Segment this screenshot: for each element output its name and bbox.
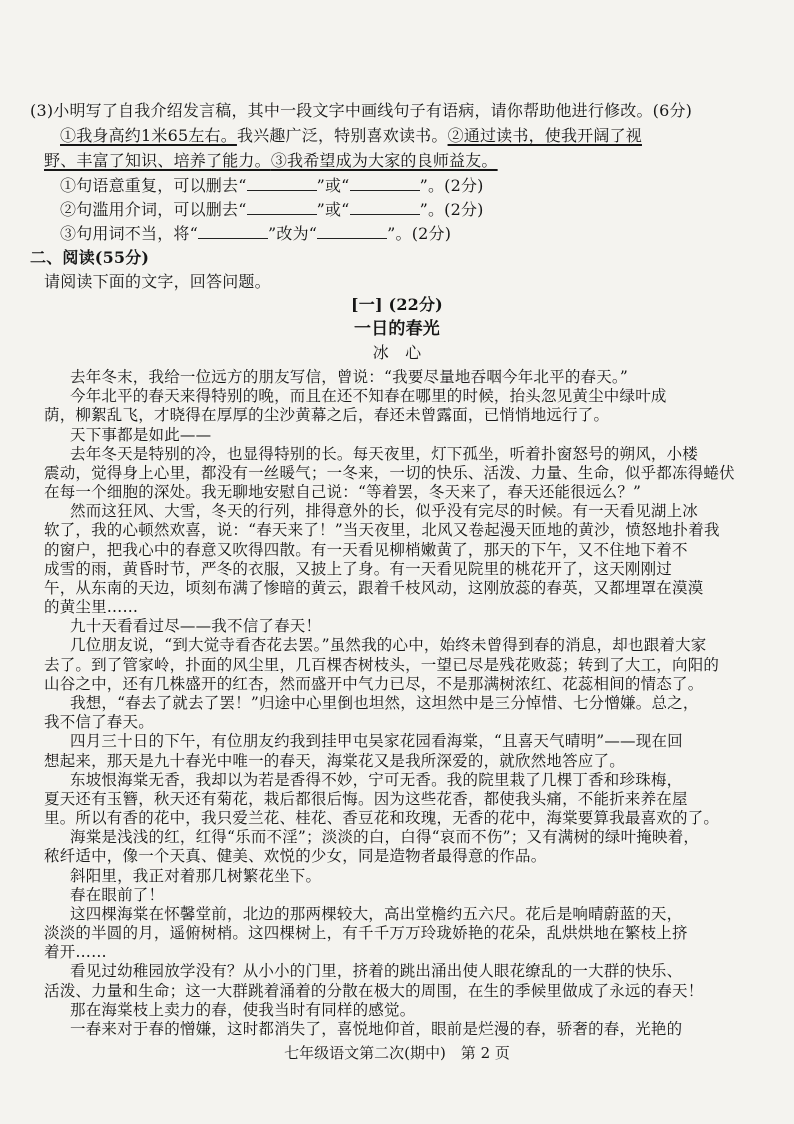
page-footer: 七年级语文第二次(期中) 第 2 页	[284, 1044, 510, 1062]
sentence-plain: 我兴趣广泛，特别喜欢读书。	[236, 126, 448, 145]
item2-text-b: ”或“	[316, 200, 350, 219]
q3-sentence-line1	[60, 125, 764, 147]
essay-line: 夏天还有玉簪，秋天还有菊花，栽后都很后悔。因为这些花香，都使我头痛，不能折来养在屋	[44, 790, 688, 808]
q3-item-2	[60, 199, 764, 221]
essay-line: 今年北平的春天来得特别的晚，而且在还不知春在哪里的时候，抬头忽见黄尘中绿叶成	[70, 387, 667, 405]
essay-line: 四月三十日的下午，有位朋友约我到挂甲屯吴家花园看海棠，“且喜天气晴明”——现在回	[70, 732, 683, 750]
essay-line: 去了。到了管家岭，扑面的风尘里，几百棵杏树枝头，一望已尽是残花败蕊；转到了大工，向阳的	[44, 656, 720, 674]
sentence-3: ③我希望成为大家的良师益友。	[270, 151, 498, 170]
essay-title: 一日的春光	[354, 319, 440, 339]
q3-item-3	[60, 223, 764, 245]
item2-text-c: ”。(2分)	[419, 200, 484, 219]
essay-line: 天下事都是如此——	[70, 426, 212, 444]
essay-line: 想起来，那天是九十春光中唯一的春天，海棠花又是我所深爱的，就欣然地答应了。	[44, 752, 625, 770]
essay-line: 午，从东南的天边，顷刻布满了惨暗的黄云，跟着千枝风动，这刚放蕊的春英，又都埋罩在漠漠	[44, 579, 704, 597]
essay-line: 一春来对于春的憎嫌，这时都消失了，喜悦地仰首，眼前是烂漫的春，骄奢的春，光艳的	[70, 1020, 683, 1038]
essay-author: 冰 心	[372, 343, 422, 362]
item2-text-a: ②句滥用介词，可以删去“	[60, 200, 247, 219]
item3-text-b: ”改为“	[267, 224, 318, 243]
sentence-2-start: ②通过读书，使我开阔了视	[447, 126, 642, 145]
essay-line: 看见过幼稚园放学没有？从小小的门里，挤着的跳出涌出使人眼花缭乱的一大群的快乐、	[70, 962, 683, 980]
q3-title: (3)小明写了自我介绍发言稿，其中一段文字中画线句子有语病，请你帮助他进行修改。(6分)	[30, 101, 693, 120]
essay-line: 荫，柳絮乱飞，才晓得在厚厚的尘沙黄幕之后，春还未曾露面，已悄悄地远行了。	[44, 406, 610, 424]
essay-line: 那在海棠枝上卖力的春，使我当时有同样的感觉。	[70, 1001, 416, 1019]
essay-line: 去年冬天是特别的冷，也显得特别的长。每天夜里，灯下孤坐，听着扑窗怒号的朔风，小楼	[70, 445, 699, 463]
essay-line: 斜阳里，我正对着那几树繁花坐下。	[70, 867, 322, 885]
item3-text-a: ③句用词不当，将“	[60, 224, 198, 243]
essay-line: 的窗户，把我心中的春意又吹得四散。有一天看见柳梢嫩黄了，那天的下午，又不住地下着不	[44, 541, 688, 559]
sentence-1: ①我身高约1米65左右。	[60, 126, 237, 145]
essay-line: 几位朋友说，“到大觉寺看杏花去罢。”虽然我的心中，始终未曾得到春的消息，却也跟着大家	[70, 636, 707, 654]
q3-item-1	[60, 175, 764, 197]
essay-line: 九十天看看过尽——我不信了春天！	[70, 617, 322, 635]
essay-line: 春在眼前了！	[70, 886, 165, 904]
item1-text-c: ”。(2分)	[419, 176, 484, 195]
essay-line: 震动，觉得身上心里，都没有一丝暖气；一冬来，一切的快乐、活泼、力量、生命，似乎都冻得蜷伏	[44, 464, 735, 482]
essay-line: 山谷之中，还有几株盛开的红杏，然而盛开中气力已尽，不是那满树浓红、花蕊相间的情态了。	[44, 675, 704, 693]
essay-line: 软了，我的心顿然欢喜，说：“春天来了！”当天夜里，北风又卷起漫天匝地的黄沙，愤怒地扑着我	[44, 521, 720, 539]
essay-line: 海棠是浅浅的红，红得“乐而不淫”；淡淡的白，白得“哀而不伤”；又有满树的绿叶掩映着，	[70, 828, 700, 846]
sentence-2-end: 野、丰富了知识、培养了能力。	[44, 151, 271, 170]
essay-line: 在每一个细胞的深处。我无聊地安慰自己说：“等着罢，冬天来了，春天还能很远么？”	[44, 483, 642, 501]
answer-blank[interactable]	[247, 200, 317, 215]
essay-line: 的黄尘里……	[44, 598, 139, 616]
item3-text-c: ”。(2分)	[387, 224, 452, 243]
answer-blank[interactable]	[198, 224, 268, 239]
essay-line: 我想，“春去了就去了罢！”归途中心里倒也坦然，这坦然中是三分悼惜、七分憎嫌。总之，	[70, 694, 699, 712]
answer-blank[interactable]	[247, 176, 317, 191]
item1-text-a: ①句语意重复，可以删去“	[60, 176, 247, 195]
answer-blank[interactable]	[350, 176, 420, 191]
answer-blank[interactable]	[350, 200, 420, 215]
answer-blank[interactable]	[317, 224, 387, 239]
essay-line: 着开……	[44, 943, 107, 961]
essay-line: 这四棵海棠在怀馨堂前，北边的那两棵较大，高出堂檐约五六尺。花后是响晴蔚蓝的天，	[70, 905, 683, 923]
essay-line: 然而这狂风、大雪，冬天的行列，排得意外的长，似乎没有完尽的时候。有一天看见湖上冰	[70, 502, 699, 520]
essay-line: 成雪的雨，黄昏时节，严冬的衣服，又披上了身。有一天看见院里的桃花开了，这天刚刚过	[44, 560, 673, 578]
q3-sentence-line2	[44, 150, 764, 172]
essay-line: 秾纤适中，像一个天真、健美、欢悦的少女，同是造物者最得意的作品。	[44, 847, 547, 865]
essay-line: 我不信了春天。	[44, 713, 154, 731]
essay-line: 活泼、力量和生命；这一大群跳着涌着的分散在极大的周围，在生的季候里做成了永远的春天！	[44, 982, 704, 1000]
item1-text-b: ”或“	[316, 176, 350, 195]
section-heading: 二、阅读(55分)	[30, 248, 150, 267]
section-instruction: 请阅读下面的文字，回答问题。	[44, 272, 271, 291]
essay-line: 去年冬末，我给一位远方的朋友写信，曾说：“我要尽量地吞咽今年北平的春天。”	[70, 368, 629, 386]
essay-line: 淡淡的半圆的月，遥俯树梢。这四棵树上，有千千万万玲珑娇艳的花朵，乱烘烘地在繁枝上挤	[44, 924, 688, 942]
part-label: [一] (22分)	[351, 295, 443, 314]
essay-line: 里。所以有香的花中，我只爱兰花、桂花、香豆花和玫瑰，无香的花中，海棠要算我最喜欢的了。	[44, 809, 720, 827]
essay-line: 东坡恨海棠无香，我却以为若是香得不妙，宁可无香。我的院里栽了几棵丁香和珍珠梅，	[70, 771, 683, 789]
